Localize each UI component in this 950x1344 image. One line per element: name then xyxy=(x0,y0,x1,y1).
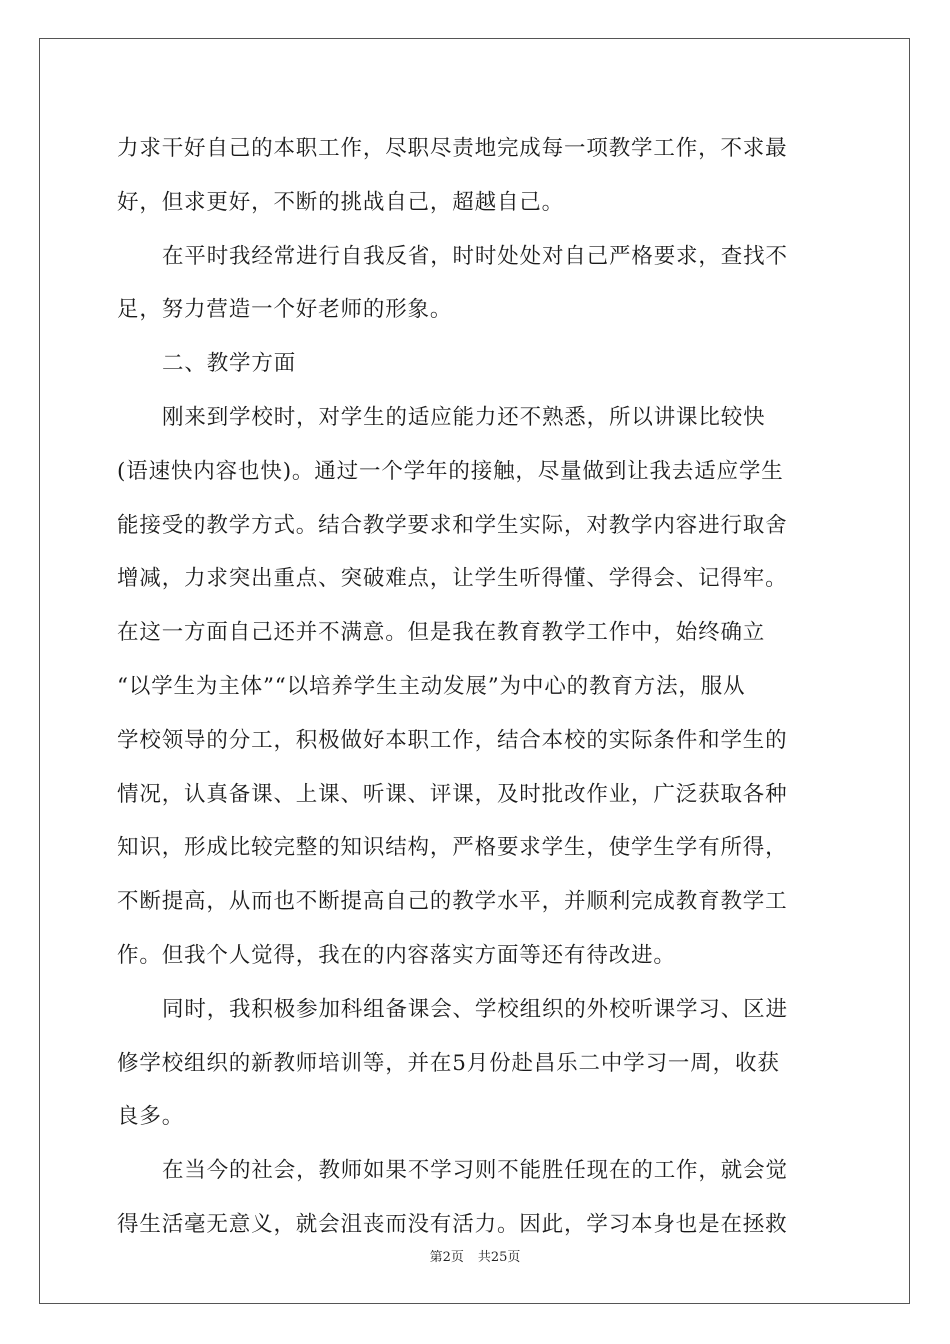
paragraph-start-line: 刚来到学校时，对学生的适应能力还不熟悉，所以讲课比较快 xyxy=(162,404,766,430)
text-line: 修学校组织的新教师培训等，并在5月份赴昌乐二中学习一周，收获 xyxy=(117,1050,780,1076)
text-line: 力求干好自己的本职工作，尽职尽责地完成每一项教学工作，不求最 xyxy=(117,136,788,161)
document-body xyxy=(117,122,833,1252)
text-line: 学校领导的分工，积极做好本职工作，结合本校的实际条件和学生的 xyxy=(117,727,788,753)
text-line: (语速快内容也快)。通过一个学年的接触，尽量做到让我去适应学生 xyxy=(117,458,784,484)
text-line: 知识，形成比较完整的知识结构，严格要求学生，使学生学有所得， xyxy=(117,835,788,861)
text-line: 得生活毫无意义，就会沮丧而没有活力。因此，学习本身也是在拯救 xyxy=(117,1211,788,1237)
text-line: 情况，认真备课、上课、听课、评课，及时批改作业，广泛获取各种 xyxy=(117,781,788,807)
text-line: 在这一方面自己还并不满意。但是我在教育教学工作中，始终确立 xyxy=(117,620,766,646)
text-line: 能接受的教学方式。结合教学要求和学生实际，对教学内容进行取舍 xyxy=(117,512,788,538)
text-line: 足，努力营造一个好老师的形象。 xyxy=(117,297,453,323)
page-number: 第2页 xyxy=(429,1250,464,1265)
page-footer xyxy=(0,1246,950,1265)
paragraph-start-line: 在当今的社会，教师如果不学习则不能胜任现在的工作，就会觉 xyxy=(162,1158,788,1184)
paragraph-start-line: 同时，我积极参加科组备课会、学校组织的外校听课学习、区进 xyxy=(162,996,788,1022)
text-line: “以学生为主体”“以培养学生主动发展”为中心的教育方法，服从 xyxy=(117,673,746,699)
text-line: 良多。 xyxy=(117,1104,185,1130)
text-line: 好，但求更好，不断的挑战自己，超越自己。 xyxy=(117,189,565,215)
text-line: 作。但我个人觉得，我在的内容落实方面等还有待改进。 xyxy=(117,942,676,968)
text-line: 不断提高，从而也不断提高自己的教学水平，并顺利完成教育教学工 xyxy=(117,889,788,915)
section-heading: 二、教学方面 xyxy=(162,351,297,377)
paragraph-start-line: 在平时我经常进行自我反省，时时处处对自己严格要求，查找不 xyxy=(162,243,788,269)
text-line: 增减，力求突出重点、突破难点，让学生听得懂、学得会、记得牢。 xyxy=(117,566,788,592)
page-total: 共25页 xyxy=(477,1250,521,1265)
